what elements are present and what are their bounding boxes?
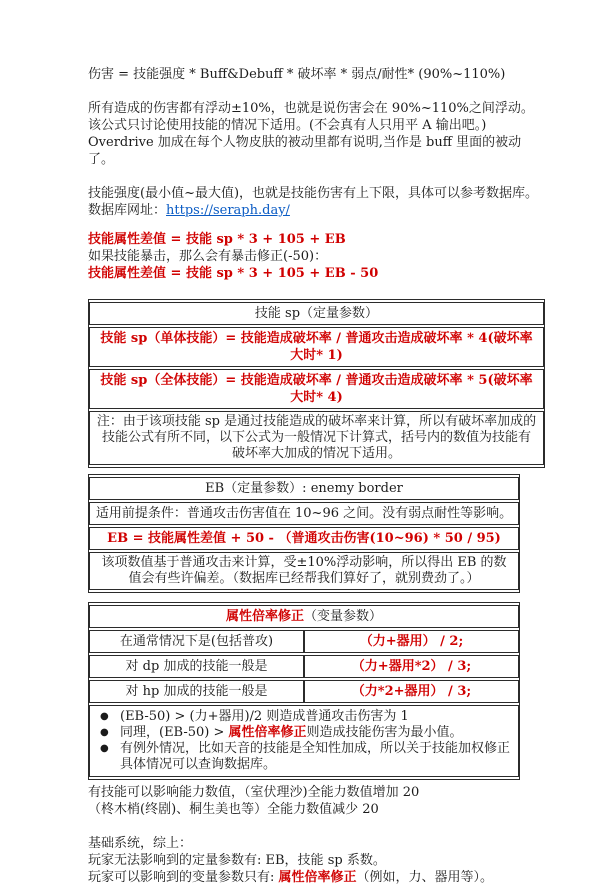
attr-modifier-header-rest: （变量参数） xyxy=(304,609,383,624)
table-row xyxy=(89,302,544,325)
skill-sp-single-formula-cell: 技能 sp（单体技能）= 技能造成破坏率 / 普通攻击造成破坏率 * 4(破坏率大时* 1) xyxy=(89,327,544,367)
table-skill-sp xyxy=(88,299,545,468)
summary-block xyxy=(88,835,546,886)
modifier-case-value: （力+器用） / 2; xyxy=(304,630,519,653)
bullet-text: 有例外情况，比如天音的技能是全知性加成，所以关于技能加权修正具体情况可以查询数据库。 xyxy=(120,741,511,772)
table-row xyxy=(89,327,544,367)
eb-header-cell: EB（定量参数）: enemy border xyxy=(89,477,519,500)
eb-formula-cell: EB = 技能属性差值 + 50 - （普通攻击伤害(10~96) * 50 / 95) xyxy=(89,527,519,550)
attr-diff-formula: 技能属性差值 = 技能 sp * 3 + 105 + EB xyxy=(88,232,346,247)
ability-value-notes xyxy=(88,784,546,818)
attr-modifier-header-red: 属性倍率修正 xyxy=(225,609,304,624)
damage-formula: 伤害 = 技能强度 * Buff&Debuff * 破坏率 * 弱点/耐性* (90%~110%) xyxy=(88,67,506,82)
table-row xyxy=(89,411,544,465)
database-label: 数据库网址： xyxy=(88,203,167,218)
modifier-case-label: 对 dp 加成的技能一般是 xyxy=(89,655,304,678)
bullet-icon: ● xyxy=(100,711,109,722)
database-link[interactable]: https://seraph.day/ xyxy=(166,203,290,218)
paragraph-line: Overdrive 加成在每个人物皮肤的被动里都有说明,当作是 buff 里面的被动了。 xyxy=(88,135,522,167)
attribute-diff-block xyxy=(88,231,546,282)
damage-notes-paragraph xyxy=(88,100,546,168)
table-row xyxy=(89,502,519,525)
bullet-text-red: 属性倍率修正 xyxy=(228,725,307,740)
paragraph-line: 技能强度(最小值~最大值)，也就是技能伤害有上下限，具体可以参考数据库。 xyxy=(88,186,539,201)
attr-modifier-header-cell xyxy=(89,605,519,628)
summary-variable-post: （例如，力、器用等）。 xyxy=(356,870,494,885)
summary-variable-pre: 玩家可以影响到的变量参数只有: xyxy=(88,870,279,885)
bullet-item xyxy=(96,741,512,773)
table-eb xyxy=(88,474,520,593)
summary-variable-params xyxy=(88,869,546,886)
modifier-case-label: 在通常情况下是(包括普攻) xyxy=(89,630,304,653)
bullet-item xyxy=(96,709,512,725)
table-row xyxy=(89,705,519,777)
bullet-icon: ● xyxy=(100,743,109,754)
summary-fixed-params: 玩家无法影响到的定量参数有: EB，技能 sp 系数。 xyxy=(88,853,386,868)
eb-precondition-cell: 适用前提条件：普通攻击伤害值在 10~96 之间。没有弱点耐性等影响。 xyxy=(89,502,519,525)
skill-strength-paragraph xyxy=(88,185,546,219)
table-row xyxy=(89,630,519,653)
skill-sp-aoe-formula-cell: 技能 sp（全体技能）= 技能造成破坏率 / 普通攻击造成破坏率 * 5(破坏率大时* 4) xyxy=(89,369,544,409)
bullet-text-pre: 同理，(EB-50) > xyxy=(120,725,229,740)
bullet-text xyxy=(120,725,512,741)
eb-note-cell: 该项数值基于普通攻击来计算，受±10%浮动影响，所以得出 EB 的数值会有些许偏差。（数据库已经帮我们算好了，就别费劲了。） xyxy=(89,552,519,590)
summary-title: 基础系统，综上： xyxy=(88,836,193,851)
table-row xyxy=(89,655,519,678)
skill-sp-note-cell: 注：由于该项技能 sp 是通过技能造成的破坏率来计算，所以有破坏率加成的技能公式有所不同，以下公式为一般情况下计算式，括号内的数值为技能有破坏率大加成的情况下适用。 xyxy=(89,411,544,465)
table-row xyxy=(89,552,519,590)
table-attr-modifier xyxy=(88,602,520,780)
table-row xyxy=(89,680,519,703)
crit-note-line: 如果技能暴击，那么会有暴击修正(-50)： xyxy=(88,249,328,264)
skill-sp-header-cell: 技能 sp（定量参数） xyxy=(89,302,544,325)
bullet-text-post: 则造成技能伤害为最小值。 xyxy=(306,725,463,740)
paragraph-line: （柊木梢(终剧)、桐生美也等）全能力数值减少 20 xyxy=(88,802,379,817)
database-line xyxy=(88,202,546,219)
paragraph-line: 所有造成的伤害都有浮动±10%，也就是说伤害会在 90%~110%之间浮动。 xyxy=(88,101,534,116)
bullet-text: (EB-50) > (力+器用)/2 则造成普通攻击伤害为 1 xyxy=(120,709,409,724)
paragraph-line: 该公式只讨论使用技能的情况下适用。(不会真有人只用平 A 输出吧。) xyxy=(88,118,487,133)
attr-diff-crit-formula: 技能属性差值 = 技能 sp * 3 + 105 + EB - 50 xyxy=(88,266,379,281)
summary-variable-red: 属性倍率修正 xyxy=(278,870,357,885)
table-row xyxy=(89,605,519,628)
table-row xyxy=(89,477,519,500)
modifier-case-value: （力*2+器用） / 3; xyxy=(304,680,519,703)
modifier-case-label: 对 hp 加成的技能一般是 xyxy=(89,680,304,703)
table-row xyxy=(89,369,544,409)
modifier-notes-cell xyxy=(89,705,519,777)
paragraph-line: 有技能可以影响能力数值，（室伏理沙)全能力数值增加 20 xyxy=(88,785,420,800)
bullet-item xyxy=(96,725,512,741)
bullet-icon: ● xyxy=(100,727,109,738)
table-row xyxy=(89,527,519,550)
modifier-case-value: （力+器用*2） / 3; xyxy=(304,655,519,678)
